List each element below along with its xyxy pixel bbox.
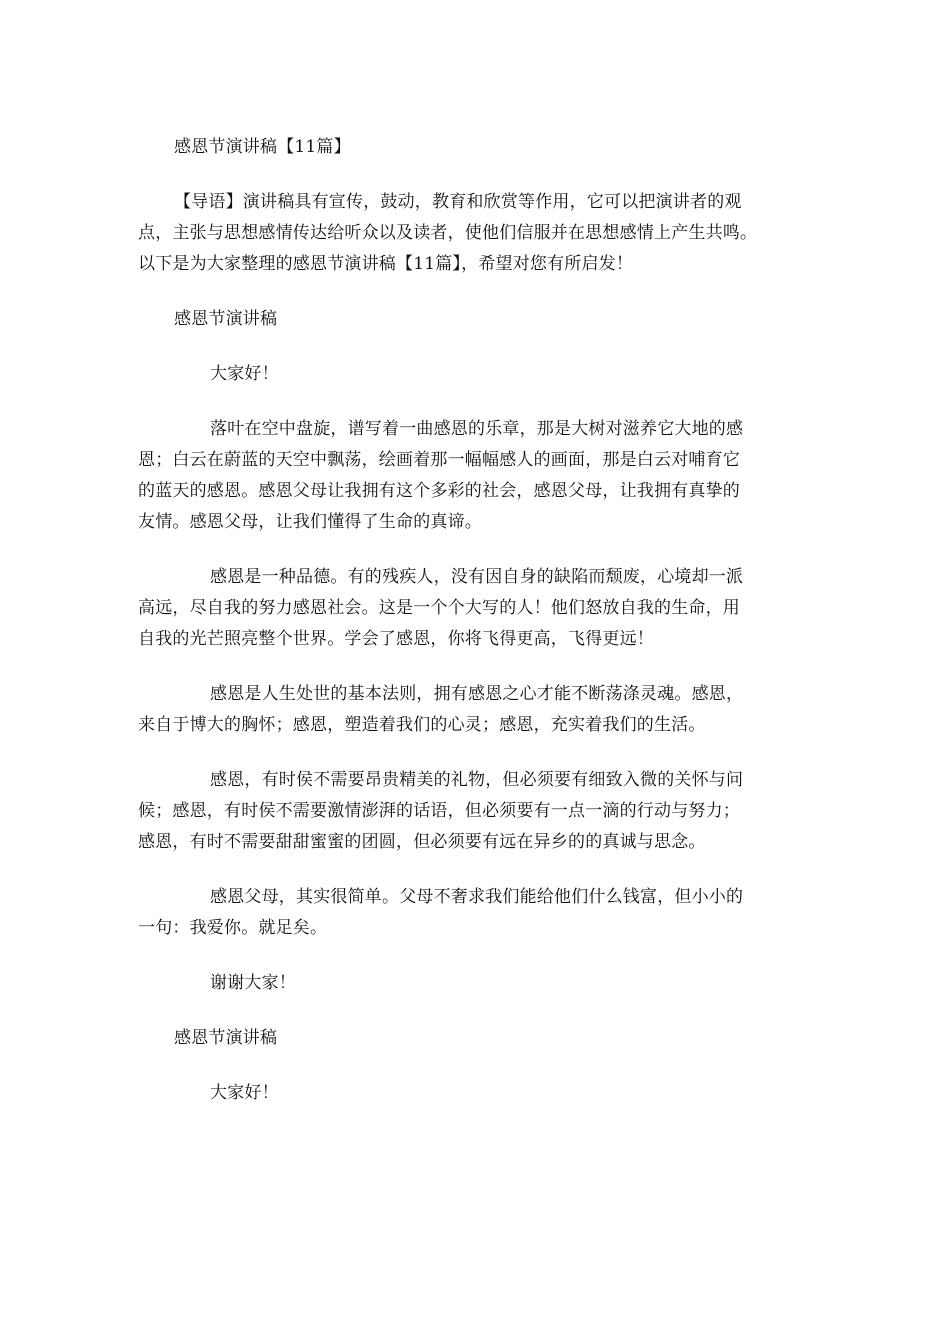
intro-line: 以下是为大家整理的感恩节演讲稿【11篇】，希望对您有所启发！ xyxy=(138,254,634,274)
document-title: 感恩节演讲稿【11篇】 xyxy=(174,137,351,157)
body-paragraph xyxy=(138,882,814,944)
paragraph-line: 候；感恩，有时侯不需要激情澎湃的话语，但必须要有一点一滴的行动与努力； xyxy=(138,801,740,821)
paragraph-line: 友情。感恩父母，让我们懂得了生命的真谛。 xyxy=(138,512,482,532)
closing-line: 谢谢大家！ xyxy=(210,973,296,993)
paragraph-line: 自我的光芒照亮整个世界。学会了感恩，你将飞得更高，飞得更远！ xyxy=(138,629,654,649)
paragraph-line: 感恩是人生处世的基本法则，拥有感恩之心才能不断荡涤灵魂。感恩， xyxy=(210,684,744,704)
greeting: 大家好！ xyxy=(210,1083,279,1103)
intro-line: 点，主张与思想感情传达给听众以及读者，使他们信服并在思想感情上产生共鸣。 xyxy=(138,223,758,243)
paragraph-line: 高远，尽自我的努力感恩社会。这是一个个大写的人！他们怒放自我的生命，用 xyxy=(138,598,740,618)
paragraph-line: 感恩父母，其实很简单。父母不奢求我们能给他们什么钱富，但小小的 xyxy=(210,887,744,907)
paragraph-line: 恩；白云在蔚蓝的天空中飘荡，绘画着那一幅幅感人的画面，那是白云对哺育它 xyxy=(138,450,740,470)
paragraph-line: 一句：我爱你。就足矣。 xyxy=(138,918,328,938)
body-paragraph xyxy=(138,562,814,655)
intro-paragraph xyxy=(138,187,814,280)
body-paragraph xyxy=(138,414,814,538)
body-paragraph xyxy=(138,765,814,858)
document-body xyxy=(138,132,814,1133)
paragraph-line: 来自于博大的胸怀；感恩，塑造着我们的心灵；感恩，充实着我们的生活。 xyxy=(138,715,706,735)
paragraph-line: 感恩是一种品德。有的残疾人，没有因自身的缺陷而颓废，心境却一派 xyxy=(210,567,744,587)
greeting: 大家好！ xyxy=(210,364,279,384)
paragraph-line: 的蓝天的感恩。感恩父母让我拥有这个多彩的社会，感恩父母，让我拥有真挚的 xyxy=(138,481,740,501)
section-heading: 感恩节演讲稿 xyxy=(174,309,278,329)
section-heading: 感恩节演讲稿 xyxy=(174,1028,278,1048)
paragraph-line: 落叶在空中盘旋，谱写着一曲感恩的乐章，那是大树对滋养它大地的感 xyxy=(210,419,744,439)
intro-line: 【导语】演讲稿具有宣传，鼓动，教育和欣赏等作用，它可以把演讲者的观 xyxy=(174,192,742,212)
paragraph-line: 感恩，有时不需要甜甜蜜蜜的团圆，但必须要有远在异乡的的真诚与思念。 xyxy=(138,832,706,852)
paragraph-line: 感恩，有时侯不需要昂贵精美的礼物，但必须要有细致入微的关怀与问 xyxy=(210,770,744,790)
body-paragraph xyxy=(138,679,814,741)
